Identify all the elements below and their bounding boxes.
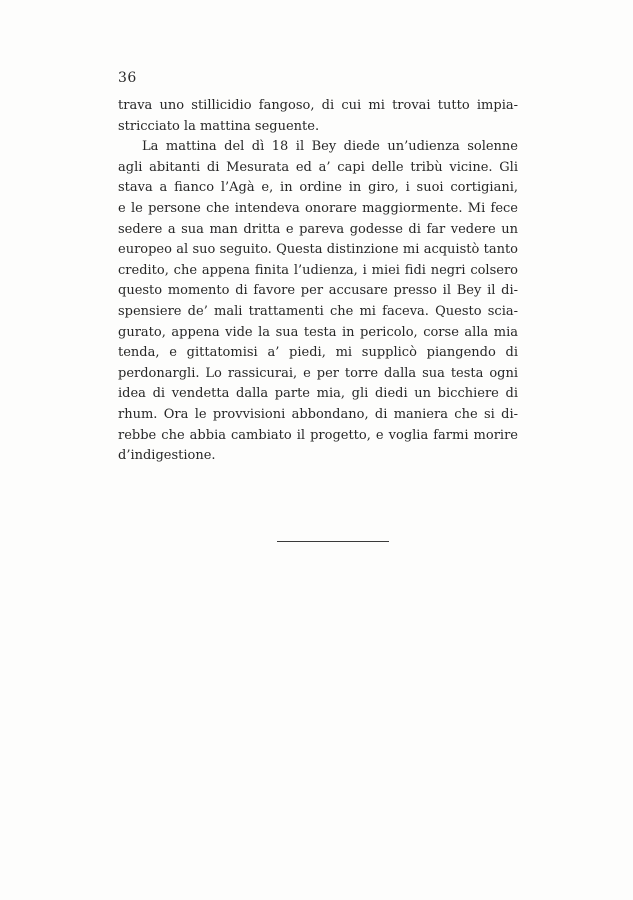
text-line: credito, che appena finita l’udienza, i miei fidi negri colsero [118,262,518,278]
text-line: d’indigestione. [118,448,216,464]
text-line: stava a fianco l’Agà e, in ordine in giro, i suoi cortigiani, [118,180,518,196]
text-line: rhum. Ora le provvisioni abbondano, di maniera che si di- [118,406,518,422]
text-line: spensiere de’ mali trattamenti che mi faceva. Questo scia- [118,303,518,319]
text-line: stricciato la mattina seguente. [118,118,320,134]
body-text [118,96,518,467]
text-line: agli abitanti di Mesurata ed a’ capi delle tribù vicine. Gli [118,159,518,175]
text-line: questo momento di favore per accusare presso il Bey il di- [118,283,518,299]
text-line: e le persone che intendeva onorare maggiormente. Mi fece [118,200,518,216]
text-line: gurato, appena vide la sua testa in pericolo, corse alla mia [118,324,518,340]
text-line: rebbe che abbia cambiato il progetto, e voglia farmi morire [118,427,518,443]
text-line: trava uno stillicidio fangoso, di cui mi trovai tutto impia- [118,98,518,113]
section-divider [277,541,389,542]
text-line: perdonargli. Lo rassicurai, e per torre dalla sua testa ogni [118,365,518,381]
text-line: idea di vendetta dalla parte mia, gli diedi un bicchiere di [118,386,518,402]
text-line: europeo al suo seguito. Questa distinzione mi acquistò tanto [118,242,518,258]
page-number: 36 [118,70,137,86]
text-line: sedere a sua man dritta e pareva godesse di far vedere un [118,221,518,237]
text-line: La mattina del dì 18 il Bey diede un’udienza solenne [142,139,518,155]
text-line: tenda, e gittatomisi a’ piedi, mi supplicò piangendo di [118,345,518,361]
